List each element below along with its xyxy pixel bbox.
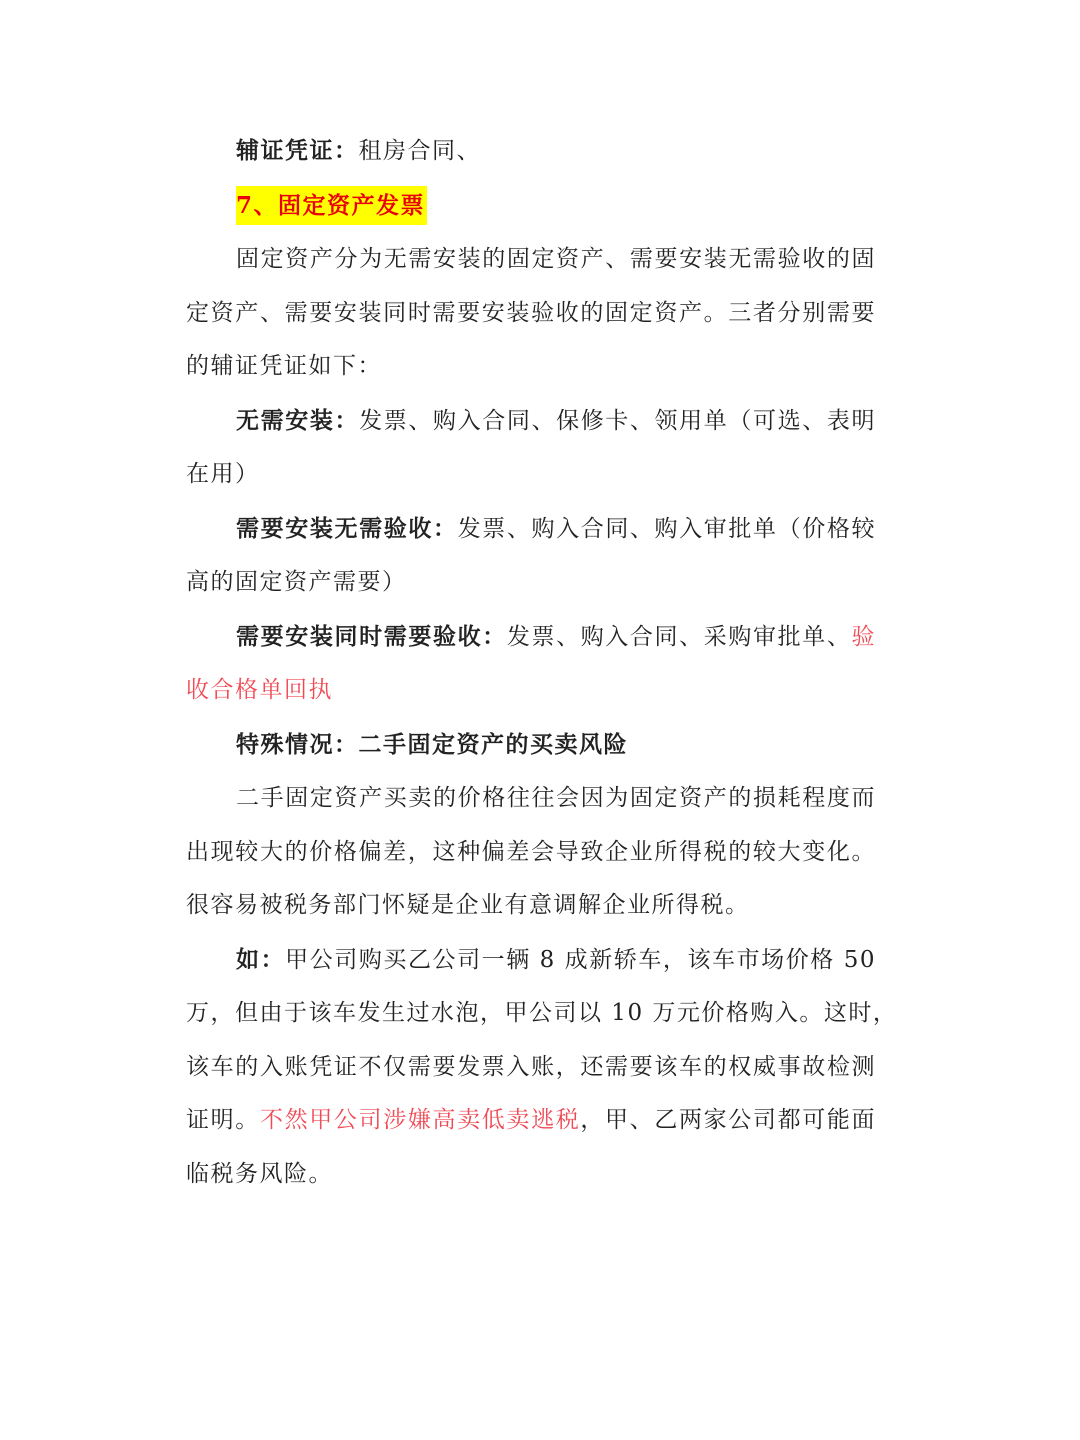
label-install-with-acceptance: 需要安装同时需要验收：: [236, 622, 507, 650]
text-no-install: 发票、购入合同、保修卡、领用单（可选、表明: [359, 407, 877, 434]
paragraph-auxiliary-voucher: [186, 124, 876, 179]
example-line-1: [186, 933, 876, 988]
paragraph-second-hand-line-3: 很容易被税务部门怀疑是企业有意调解企业所得税。: [186, 892, 750, 918]
special-case-heading: [186, 718, 876, 773]
section-heading-fixed-asset-invoice: [186, 179, 876, 234]
label-install-no-acceptance: 需要安装无需验收：: [236, 514, 458, 542]
example-line-3: 该车的入账凭证不仅需要发票入账，还需要该车的权威事故检测: [186, 1053, 876, 1080]
text-special-case: 二手固定资产的买卖风险: [358, 730, 628, 758]
label-auxiliary-voucher: 辅证凭证：: [236, 137, 359, 164]
paragraph-intro-line-1: 固定资产分为无需安装的固定资产、需要安装无需验收的固: [236, 246, 876, 272]
item-no-install-cont: 在用）: [186, 461, 260, 487]
paragraph-intro-line-2: 定资产、需要安装同时需要安装验收的固定资产。三者分别需要: [186, 299, 876, 326]
item-no-install: [186, 394, 876, 449]
document-body: [186, 124, 898, 1201]
red-text-tax-evasion: 不然甲公司涉嫌高卖低卖逃税: [259, 1107, 581, 1133]
example-line-5: 临税务风险。: [186, 1160, 333, 1187]
text-install-with-acceptance: 发票、购入合同、采购审批单、: [506, 623, 852, 650]
example-line-2: 万，但由于该车发生过水泡，甲公司以 10 万元价格购入。这时，: [186, 1000, 898, 1026]
text-example-1: 甲公司购买乙公司一辆 8 成新轿车，该车市场价格 50: [285, 946, 877, 973]
text-rental-contract: 租房合同、: [358, 138, 481, 164]
paragraph-intro-line-3: 的辅证凭证如下：: [186, 353, 382, 379]
item-install-no-acceptance: [186, 502, 876, 557]
text-install-no-acceptance: 发票、购入合同、购入审批单（价格较: [457, 515, 877, 542]
paragraph-second-hand-line-1: 二手固定资产买卖的价格往往会因为固定资产的损耗程度而: [236, 785, 876, 811]
example-line-4: [186, 1094, 876, 1148]
red-text-acceptance-2: 收合格单回执: [186, 677, 333, 703]
text-proof: 证明。: [186, 1107, 260, 1133]
paragraph-second-hand-line-2: 出现较大的价格偏差，这种偏差会导致企业所得税的较大变化。: [186, 838, 876, 865]
red-text-acceptance-1: 验: [851, 623, 877, 650]
label-example: 如：: [236, 945, 286, 973]
label-special-case: 特殊情况：: [236, 730, 359, 758]
highlighted-heading: 7、固定资产发票: [236, 186, 427, 225]
item-install-with-acceptance: [186, 610, 876, 665]
label-no-install: 无需安装：: [236, 406, 360, 434]
item-install-no-acceptance-cont: 高的固定资产需要）: [186, 569, 407, 595]
text-both-companies: ，甲、乙两家公司都可能面: [580, 1107, 877, 1133]
